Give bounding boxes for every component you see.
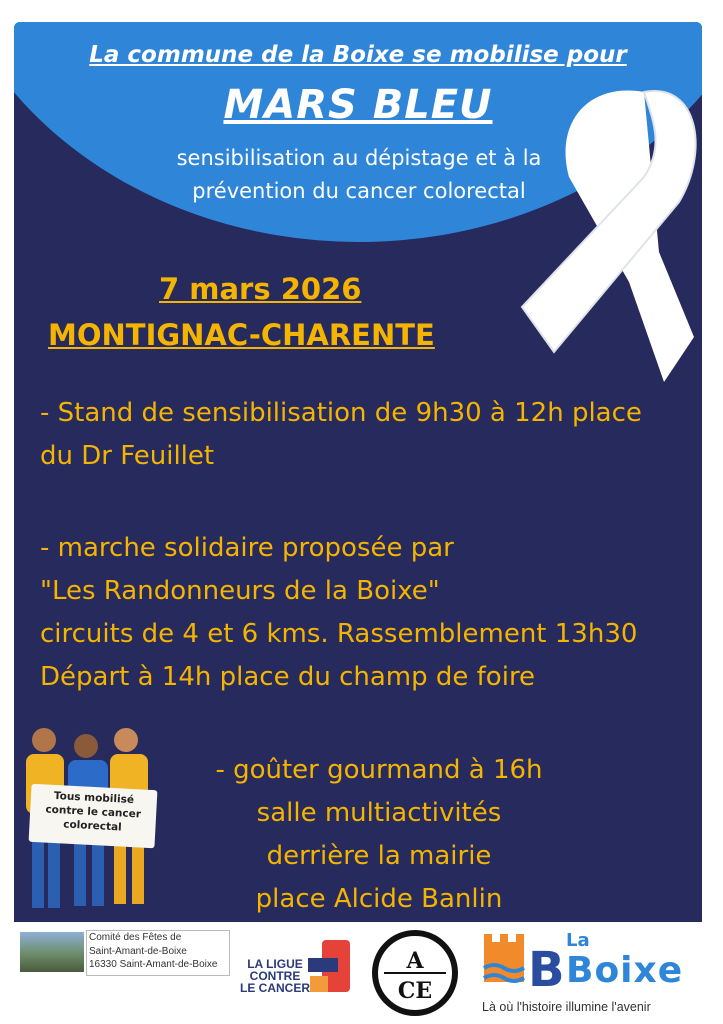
sponsor-footer <box>0 922 723 1024</box>
protest-sign <box>29 784 158 849</box>
awareness-ribbon-icon <box>494 82 702 402</box>
page-title: MARS BLEU <box>223 82 493 128</box>
ligue-line: LE CANCER <box>240 981 311 995</box>
stand-line: - Stand de sensibilisation de 9h30 à 12h place <box>40 398 642 428</box>
boixe-b: B <box>528 942 565 998</box>
ligue-line: CONTRE <box>249 969 301 983</box>
comite-line: Comité des Fêtes de <box>89 932 182 943</box>
march-line: Départ à 14h place du champ de foire <box>40 662 536 692</box>
event-place: MONTIGNAC-CHARENTE <box>48 318 435 352</box>
march-line: "Les Randonneurs de la Boixe" <box>40 576 440 606</box>
sign-line: contre le cancer <box>45 803 142 821</box>
comite-line: 16330 Saint-Amant-de-Boixe <box>89 959 218 970</box>
ace-letters-ce: CE <box>397 978 433 1004</box>
march-info <box>40 527 690 699</box>
ligue-line: LA LIGUE <box>247 957 303 971</box>
event-date: 7 mars 2026 <box>159 272 362 306</box>
ligue-contre-le-cancer-logo <box>240 950 350 1010</box>
snack-line: place Alcide Banlin <box>255 884 503 914</box>
ace-letter-a: A <box>406 948 424 974</box>
march-line: circuits de 4 et 6 kms. Rassemblement 13h30 <box>40 619 638 649</box>
la-boixe-logo <box>482 928 697 1018</box>
sign-line: colorectal <box>62 818 122 834</box>
comite-logo <box>86 930 230 976</box>
cross-icon <box>308 940 350 994</box>
boixe-small: La <box>566 930 590 951</box>
snack-line: salle multiactivités <box>256 798 502 828</box>
village-photo <box>20 932 84 972</box>
stand-line: du Dr Feuillet <box>40 441 215 471</box>
sign-line: Tous mobilisé <box>53 789 135 807</box>
subtitle-line: prévention du cancer colorectal <box>192 179 526 203</box>
snack-line: - goûter gourmand à 16h <box>215 755 543 785</box>
intro-text: La commune de la Boixe se mobilise pour <box>89 42 627 68</box>
stand-info <box>40 392 690 478</box>
subtitle-line: sensibilisation au dépistage et à la <box>176 146 542 170</box>
boixe-name: Boixe <box>566 950 684 991</box>
snack-info <box>189 749 569 921</box>
snack-line: derrière la mairie <box>266 841 492 871</box>
march-line: - marche solidaire proposée par <box>40 533 454 563</box>
poster <box>14 22 702 922</box>
boixe-tagline: Là où l'histoire illumine l'avenir <box>482 1000 651 1014</box>
comite-line: Saint-Amant-de-Boixe <box>89 945 187 957</box>
ace-logo <box>372 930 458 1016</box>
